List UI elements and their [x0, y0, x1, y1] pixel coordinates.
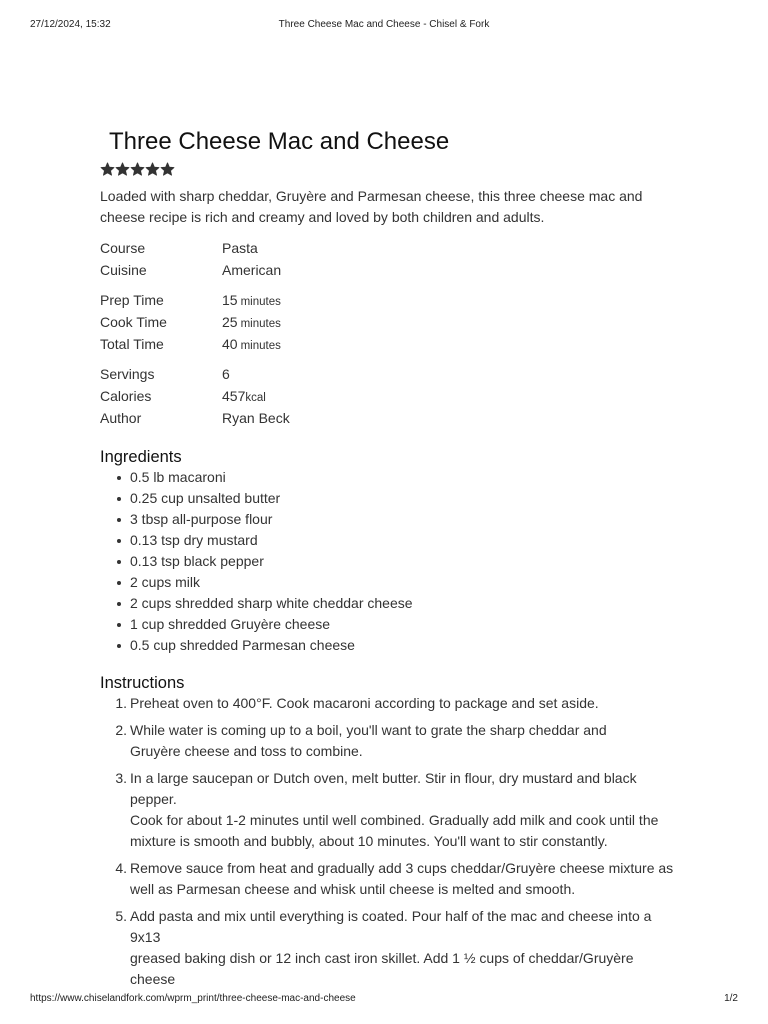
step-text-line: Gruyère cheese and toss to combine. — [130, 742, 363, 759]
step-number: 3. — [115, 769, 127, 786]
instruction-step — [100, 720, 675, 762]
bullet-icon — [117, 602, 121, 606]
meta-value: American — [222, 261, 282, 278]
step-text-line: Cook for about 1-2 minutes until well combined. Gradually add milk and cook until the — [130, 811, 659, 828]
star-icon — [100, 162, 115, 177]
print-header — [30, 19, 738, 33]
meta-unit: minutes — [240, 317, 281, 330]
meta-value — [222, 388, 266, 404]
bullet-icon — [117, 497, 121, 501]
meta-value: Pasta — [222, 239, 258, 256]
ingredient-text: 2 cups shredded sharp white cheddar cheese — [130, 594, 413, 611]
star-icon — [130, 162, 145, 177]
instruction-step — [100, 858, 675, 900]
meta-label: Cook Time — [100, 313, 167, 330]
meta-cuisine — [100, 259, 680, 281]
recipe-meta — [100, 237, 680, 429]
ingredient-text: 3 tbsp all-purpose flour — [130, 510, 273, 527]
ingredient-item — [100, 614, 680, 635]
ingredient-item — [100, 572, 680, 593]
meta-unit: minutes — [240, 296, 281, 309]
bullet-icon — [117, 539, 121, 543]
bullet-icon — [117, 581, 121, 585]
ingredient-text: 0.13 tsp dry mustard — [130, 531, 258, 548]
star-icon — [115, 162, 130, 177]
meta-number: 40 — [222, 335, 238, 352]
star-icon — [145, 162, 160, 177]
step-text-line: While water is coming up to a boil, you'll want to grate the sharp cheddar and — [130, 721, 607, 738]
meta-course — [100, 237, 680, 259]
recipe-summary: Loaded with sharp cheddar, Gruyère and Parmesan cheese, this three cheese mac and cheese recipe is rich and creamy and loved by both children and adults. — [100, 188, 643, 225]
meta-label: Total Time — [100, 335, 164, 352]
star-icon — [160, 162, 175, 177]
recipe-card — [100, 128, 680, 996]
step-number: 1. — [115, 694, 127, 711]
ingredient-item — [100, 509, 680, 530]
meta-number: 25 — [222, 313, 238, 330]
instruction-step — [100, 768, 675, 852]
instruction-step — [100, 693, 675, 714]
ingredient-item — [100, 593, 680, 614]
print-document-title: Three Cheese Mac and Cheese - Chisel & Fork — [278, 19, 490, 30]
instructions-heading: Instructions — [100, 673, 185, 692]
ingredient-text: 0.5 cup shredded Parmesan cheese — [130, 636, 355, 653]
ingredient-item — [100, 530, 680, 551]
meta-label: Calories — [100, 387, 152, 404]
bullet-icon — [117, 560, 121, 564]
meta-label: Servings — [100, 366, 155, 383]
meta-unit: minutes — [240, 339, 281, 352]
meta-number: 457 — [222, 387, 246, 404]
meta-value — [222, 292, 281, 308]
meta-label: Prep Time — [100, 292, 164, 309]
meta-unit: kcal — [245, 391, 266, 404]
meta-value: 6 — [222, 366, 230, 383]
bullet-icon — [117, 623, 121, 627]
step-text-line: well as Parmesan cheese and whisk until cheese is melted and smooth. — [130, 880, 576, 897]
ingredient-text: 2 cups milk — [130, 573, 201, 590]
step-text-line: Preheat oven to 400°F. Cook macaroni according to package and set aside. — [130, 694, 599, 711]
step-text-line: greased baking dish or 12 inch cast iron skillet. Add 1 ½ cups of cheddar/Gruyère cheese — [130, 949, 634, 987]
meta-calories — [100, 385, 680, 407]
ingredient-text: 0.25 cup unsalted butter — [130, 489, 281, 506]
print-url: https://www.chiselandfork.com/wprm_print/three-cheese-mac-and-cheese — [30, 993, 356, 1004]
meta-label: Cuisine — [100, 261, 147, 278]
step-text-line: mixture is smooth and bubbly, about 10 minutes. You'll want to stir constantly. — [130, 832, 608, 849]
bullet-icon — [117, 518, 121, 522]
step-number: 5. — [115, 907, 127, 924]
meta-number: 15 — [222, 292, 238, 309]
ingredient-text: 0.13 tsp black pepper — [130, 552, 264, 569]
step-text-line: Add pasta and mix until everything is coated. Pour half of the mac and cheese into a 9x13 — [130, 907, 652, 945]
meta-value: Ryan Beck — [222, 409, 290, 426]
meta-total-time — [100, 333, 680, 355]
recipe-title: Three Cheese Mac and Cheese — [109, 128, 450, 155]
meta-prep-time — [100, 289, 680, 311]
ingredient-text: 0.5 lb macaroni — [130, 468, 226, 485]
step-number: 2. — [115, 721, 127, 738]
instructions-list — [100, 693, 680, 990]
bullet-icon — [117, 476, 121, 480]
instruction-step — [100, 906, 675, 990]
ingredient-item — [100, 467, 680, 488]
meta-author — [100, 407, 680, 429]
bullet-icon — [117, 644, 121, 648]
meta-value — [222, 314, 281, 330]
step-number: 4. — [115, 859, 127, 876]
meta-label: Author — [100, 409, 142, 426]
ingredient-text: 1 cup shredded Gruyère cheese — [130, 615, 331, 632]
ingredients-list — [100, 467, 680, 656]
star-rating — [100, 162, 680, 180]
ingredient-item — [100, 635, 680, 656]
step-text-line: In a large saucepan or Dutch oven, melt butter. Stir in flour, dry mustard and black pepper. — [130, 769, 637, 807]
meta-label: Course — [100, 239, 146, 256]
ingredients-heading: Ingredients — [100, 447, 182, 466]
step-text-line: Remove sauce from heat and gradually add 3 cups cheddar/Gruyère cheese mixture as — [130, 859, 674, 876]
page-number: 1/2 — [724, 993, 738, 1004]
print-datetime: 27/12/2024, 15:32 — [30, 19, 111, 30]
print-footer — [30, 993, 738, 1007]
ingredient-item — [100, 488, 680, 509]
meta-servings — [100, 363, 680, 385]
meta-cook-time — [100, 311, 680, 333]
ingredient-item — [100, 551, 680, 572]
meta-value — [222, 336, 281, 352]
